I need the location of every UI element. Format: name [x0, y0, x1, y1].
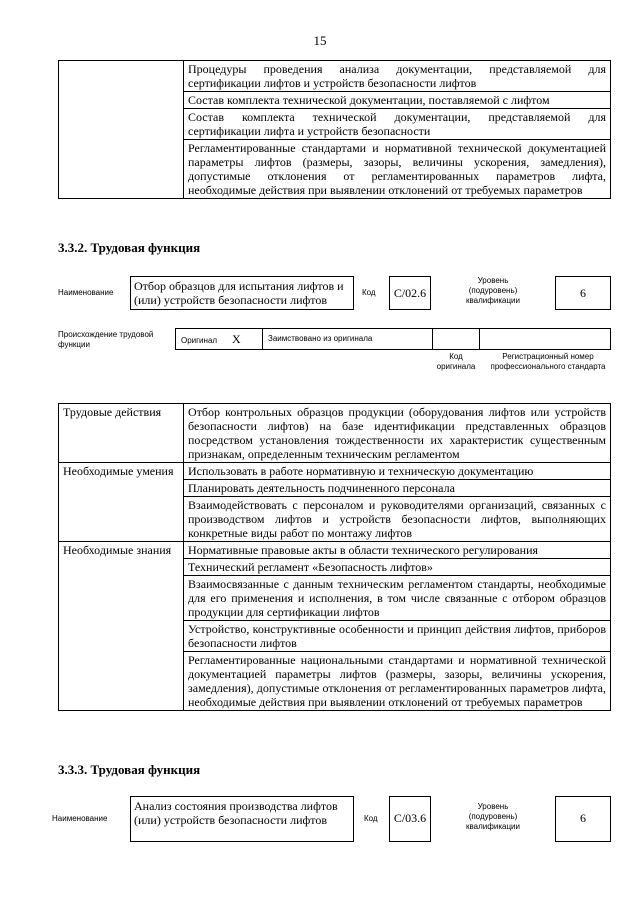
skills-label: Необходимые умения	[59, 463, 184, 542]
skill-item: Использовать в работе нормативную и техническую документацию	[184, 463, 611, 480]
code-box-333	[389, 796, 431, 842]
label-cell-empty	[59, 61, 184, 199]
borrowed-label: Заимствовано из оригинала	[268, 334, 373, 343]
table-row	[59, 542, 611, 559]
origin-label: Происхождение трудовой функции	[58, 330, 154, 349]
knowledge-item: Устройство, конструктивные особенности и принцип действия лифтов, приборов безопасности лифтов	[184, 621, 611, 652]
level-label-333: Уровень (подуровень) квалификации	[466, 802, 520, 831]
reg-number-label: Регистрационный номер профессионального стандарта	[490, 352, 606, 371]
level-value-333: 6	[580, 811, 586, 825]
origin-divider-1	[262, 328, 263, 350]
code-original-label: Код оригинала	[436, 352, 476, 371]
knowledge-item: Регламентированные национальными стандартами и нормативной технической документацией параметры лифтов (размеры, зазоры, величины ускорения, замедления), допустимые отклонения от регламентированных параметров лифта, необходимые действия при выявлении отклонений от требуемых параметров	[184, 652, 611, 711]
code-value: C/02.6	[393, 286, 427, 300]
name-box	[130, 276, 354, 310]
function-name-333: Анализ состояния производства лифтов (или) устройств безопасности лифтов	[134, 799, 338, 827]
knowledge-label: Необходимые знания	[59, 542, 184, 711]
origin-divider-2	[432, 328, 433, 350]
knowledge-item: Регламентированные стандартами и нормативной технической документацией параметры лифтов (размеры, зазоры, величины ускорения, замедления), допустимые отклонения от регламентированных параметров лифта, необходимые действия при выявлении отклонений от требуемых параметров	[184, 140, 611, 199]
origin-divider-3	[479, 328, 480, 350]
section-heading-333: 3.3.3. Трудовая функция	[58, 762, 201, 777]
action-item: Отбор контрольных образцов продукции (оборудования лифтов или устройств безопасности лифтов) на базе идентификации представленных образцов посредством установления тождественности их характеристик существенным признакам, определенным техническим регламентом	[184, 404, 611, 463]
original-mark: X	[232, 332, 241, 346]
knowledge-item: Процедуры проведения анализа документации, представляемой для сертификации лифтов и устройств безопасности лифтов	[184, 61, 611, 92]
table-row	[59, 463, 611, 480]
table-row	[59, 61, 611, 92]
level-box-333	[555, 796, 611, 842]
page-number: 15	[313, 33, 327, 48]
skill-item: Взаимодействовать с персоналом и руководителями организаций, связанных с производством лифтов и устройств безопасности лифтов, выполняющих конкретные виды работ по монтажу лифтов	[184, 497, 611, 542]
actions-label: Трудовые действия	[59, 404, 184, 463]
name-label-333: Наименование	[52, 814, 108, 823]
knowledge-item: Взаимосвязанные с данным техническим регламентом стандарты, необходимые для его применения и исполнения, в том числе связанные с отбором образцов продукции для сертификации лифтов	[184, 576, 611, 621]
knowledge-item: Состав комплекта технической документации, представляемой для сертификации лифта и устройств безопасности	[184, 109, 611, 140]
code-label-333: Код	[364, 814, 378, 823]
section-heading-332: 3.3.2. Трудовая функция	[58, 240, 201, 255]
code-label: Код	[362, 288, 376, 297]
table-row	[59, 404, 611, 463]
code-value-333: C/03.6	[393, 811, 427, 825]
level-box	[555, 276, 611, 310]
level-value: 6	[580, 286, 586, 300]
level-label: Уровень (подуровень) квалификации	[466, 276, 520, 305]
knowledge-item: Технический регламент «Безопасность лифтов»	[184, 559, 611, 576]
knowledge-item: Нормативные правовые акты в области технического регулирования	[184, 542, 611, 559]
function-name: Отбор образцов для испытания лифтов и (или) устройств безопасности лифтов	[134, 279, 344, 307]
original-label: Оригинал	[181, 336, 218, 345]
code-box	[389, 276, 431, 310]
top-knowledge-table	[58, 60, 611, 199]
name-box-333	[130, 796, 354, 842]
knowledge-item: Состав комплекта технической документации, поставляемой с лифтом	[184, 92, 611, 109]
skill-item: Планировать деятельность подчиненного персонала	[184, 480, 611, 497]
name-label: Наименование	[58, 288, 114, 297]
function-332-table	[58, 403, 611, 711]
